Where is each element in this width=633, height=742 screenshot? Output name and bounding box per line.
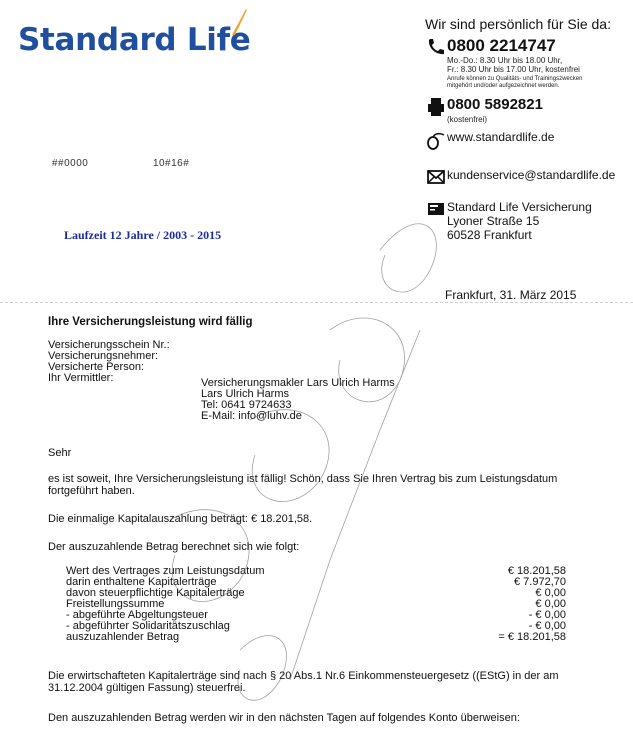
address-line-2: Lyoner Straße 15 — [447, 214, 540, 228]
address-line-3: 60528 Frankfurt — [447, 228, 532, 242]
envelope-icon — [425, 170, 447, 184]
fax-icon — [425, 97, 447, 117]
web-link[interactable]: www.standardlife.de — [447, 130, 555, 144]
calc-row: - abgeführte Abgeltungsteuer - € 0,00 — [66, 609, 566, 621]
paragraph-tax-free: Die erwirtschafteten Kapitalerträge sind nach § 20 Abs.1 Nr.6 Einkommensteuergesetz ((EStG) in der am 31.12.2004 gültigen Fassung) steuerfrei. — [48, 670, 559, 694]
logo-swoosh-icon — [230, 8, 248, 36]
phone-icon — [425, 38, 447, 56]
address-row — [425, 200, 630, 242]
policy-info-labels — [48, 340, 170, 384]
agent-name: Lars Ulrich Harms — [201, 388, 290, 400]
reference-code — [52, 158, 189, 169]
insured-person-label: Versicherte Person: — [48, 361, 144, 373]
calc-row: Wert des Vertrages zum Leistungsdatum € 18.201,58 — [66, 565, 566, 577]
calc-row: auszuzahlender Betrag = € 18.201,58 — [66, 631, 566, 643]
agent-details — [201, 378, 395, 422]
calc-row: darin enthaltene Kapitalerträge € 7.972,70 — [66, 576, 566, 588]
reference-right: 10#16# — [152, 158, 190, 169]
calc-row: - abgeführter Solidaritätszuschlag - € 0,00 — [66, 620, 566, 632]
agent-company: Versicherungsmakler Lars Ulrich Harms — [201, 377, 395, 389]
salutation: Sehr — [48, 447, 72, 459]
phone-hours-1: Mo.-Do.: 8.30 Uhr bis 18.00 Uhr, — [447, 56, 563, 65]
letter-date: Frankfurt, 31. März 2015 — [445, 288, 577, 302]
calc-row: davon steuerpflichtige Kapitalerträge € 0,00 — [66, 587, 566, 599]
phone-note-1: Anrufe können zu Qualitäts- und Trainingszwecken — [447, 76, 583, 82]
email-row — [425, 168, 630, 184]
paragraph-payout: Die einmalige Kapitalauszahlung beträgt: € 18.201,58. — [48, 513, 313, 525]
contact-heading: Wir sind persönlich für Sie da: — [425, 16, 611, 32]
contract-term: Laufzeit 12 Jahre / 2003 - 2015 — [64, 228, 222, 242]
agent-phone: Tel: 0641 9724633 — [201, 399, 292, 411]
address-card-icon — [425, 202, 447, 216]
phone-note-2: mitgehört und/oder aufgezeichnet werden. — [447, 83, 560, 89]
paragraph-due: es ist soweit, Ihre Versicherungsleistung ist fällig! Schön, dass Sie Ihren Vertrag bis zum Leistungsdatum fortgeführt haben. — [48, 473, 558, 497]
paragraph-transfer: Den auszuzahlenden Betrag werden wir in den nächsten Tagen auf folgendes Konto überweisen: — [48, 712, 520, 724]
reference-left: ##0000 — [52, 158, 89, 169]
standard-life-logo: Standard Life — [18, 22, 251, 58]
phone-row — [425, 36, 630, 90]
fax-note: (kostenfrei) — [447, 115, 488, 124]
policyholder-label: Versicherungsnehmer: — [48, 350, 159, 362]
letter-heading: Ihre Versicherungsleistung wird fällig — [48, 316, 253, 328]
mouse-icon — [425, 132, 447, 150]
fax-row — [425, 95, 630, 124]
agent-email: E-Mail: info@luhv.de — [201, 410, 302, 422]
paragraph-calc-intro: Der auszuzahlende Betrag berechnet sich wie folgt: — [48, 541, 300, 553]
web-row — [425, 130, 630, 150]
phone-number[interactable]: 0800 2214747 — [447, 36, 556, 55]
fax-number[interactable]: 0800 5892821 — [447, 96, 543, 113]
payout-calculation — [66, 566, 566, 643]
address-line-1: Standard Life Versicherung — [447, 200, 592, 214]
email-link[interactable]: kundenservice@standardlife.de — [447, 168, 616, 182]
fold-line — [0, 302, 633, 303]
policy-number-label: Versicherungsschein Nr.: — [48, 339, 170, 351]
calc-row: Freistellungssumme € 0,00 — [66, 598, 566, 610]
contact-block — [425, 16, 630, 242]
phone-hours-2: Fr.: 8.30 Uhr bis 17.00 Uhr, kostenfrei — [447, 65, 580, 74]
agent-label: Ihr Vermittler: — [48, 372, 114, 384]
